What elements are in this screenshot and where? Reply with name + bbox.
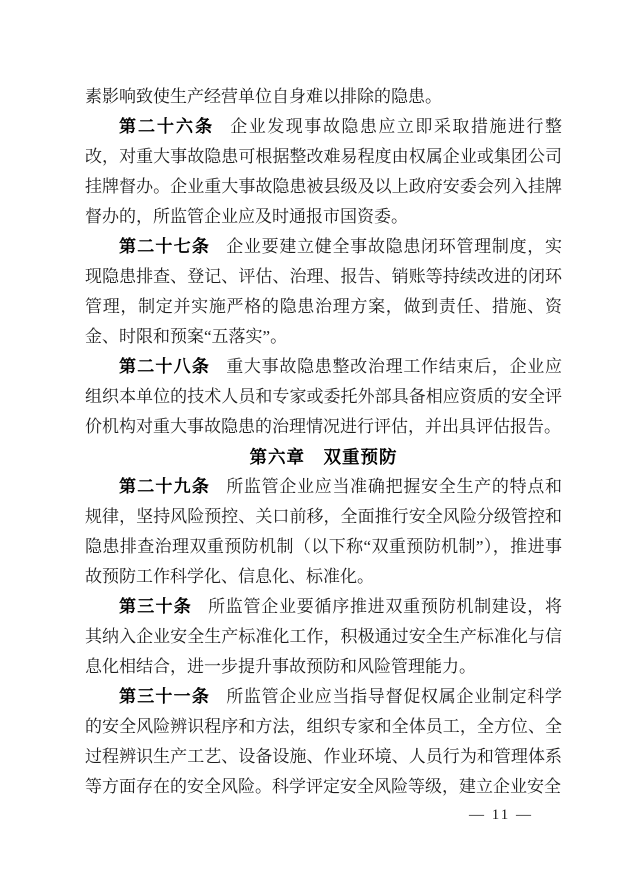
article-number: 第二十七条 [119, 237, 211, 256]
document-body [85, 82, 562, 802]
article-number: 第三十条 [119, 597, 192, 616]
article-paragraph: 第二十六条 企业发现事故隐患应立即采取措施进行整改，对重大事故隐患可根据整改难易程度由权属企业或集团公司挂牌督办。企业重大事故隐患被县级及以上政府安委会列入挂牌督办的，所监管企业应及时通报市国资委。 [85, 117, 563, 226]
article-number: 第二十九条 [119, 477, 211, 496]
article-paragraph: 第二十八条 重大事故隐患整改治理工作结束后，企业应组织本单位的技术人员和专家或委托外部具备相应资质的安全评价机构对重大事故隐患的治理情况进行评估，并出具评估报告。 [85, 357, 563, 436]
chapter-heading: 第六章 双重预防 [249, 447, 398, 467]
article-paragraph: 第三十一条 所监管企业应当指导督促权属企业制定科学的安全风险辨识程序和方法，组织专家和全体员工，全方位、全过程辨识生产工艺、设备设施、作业环境、人员行为和管理体系等方面存在的安全风险。科学评定安全风险等级，建立企业安全 [85, 687, 563, 796]
article-number: 第二十八条 [119, 357, 211, 376]
article-paragraph: 第三十条 所监管企业要循序推进双重预防机制建设，将其纳入企业安全生产标准化工作，积极通过安全生产标准化与信息化相结合，进一步提升事故预防和风险管理能力。 [85, 597, 563, 676]
article-paragraph: 第二十七条 企业要建立健全事故隐患闭环管理制度，实现隐患排查、登记、评估、治理、报告、销账等持续改进的闭环管理，制定并实施严格的隐患治理方案，做到责任、措施、资金、时限和预案“五落实”。 [85, 237, 563, 346]
article-paragraph: 第二十九条 所监管企业应当准确把握安全生产的特点和规律，坚持风险预控、关口前移，全面推行安全风险分级管控和隐患排查治理双重预防机制（以下称“双重预防机制”），推进事故预防工作科学化、信息化、标准化。 [85, 477, 563, 586]
article-number: 第三十一条 [119, 687, 211, 706]
article-number: 第二十六条 [119, 117, 215, 136]
continuation-paragraph: 素影响致使生产经营单位自身难以排除的隐患。 [85, 87, 442, 106]
page-number: — 11 — [469, 807, 533, 823]
